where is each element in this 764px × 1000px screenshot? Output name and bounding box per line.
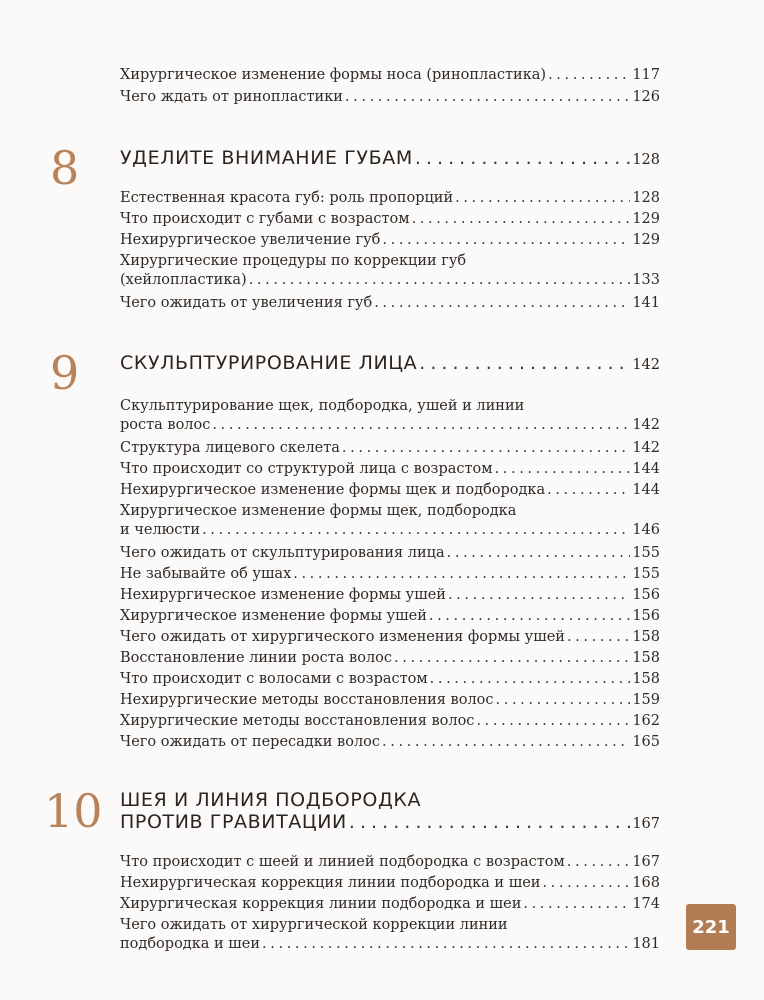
toc-entry: Хирургическое изменение формы щек, подбородка и челюсти . . . 146 bbox=[120, 502, 660, 540]
dot-leader bbox=[548, 66, 630, 85]
chapter-title: ШЕЯ И ЛИНИЯ ПОДБОРОДКА ПРОТИВ ГРАВИТАЦИИ . . . 167 bbox=[120, 789, 660, 835]
toc-entry-page: 126 bbox=[632, 89, 660, 105]
toc-entry: Нехирургическое изменение формы щек и подбородка . . . 144 bbox=[120, 481, 660, 500]
toc-entry: Не забывайте об ушах . . . 155 bbox=[120, 565, 660, 584]
chapter-title: СКУЛЬПТУРИРОВАНИЕ ЛИЦА . . . 142 bbox=[120, 352, 660, 376]
toc-entry: Естественная красота губ: роль пропорций . . . 128 bbox=[120, 189, 660, 208]
toc-entry: Хирургические методы восстановления волос . . . 162 bbox=[120, 712, 660, 731]
toc-entry: Что происходит с губами с возрастом . . . 129 bbox=[120, 210, 660, 229]
toc-entry: Нехирургические методы восстановления волос . . . 159 bbox=[120, 691, 660, 710]
toc-entry: Скульптурирование щек, подбородка, ушей и линии роста волос . . . 142 bbox=[120, 397, 660, 435]
toc-entry: Хирургические процедуры по коррекции губ (хейлопластика) . . . 133 bbox=[120, 252, 660, 290]
dot-leader bbox=[415, 147, 630, 169]
chapter-page: 142 bbox=[632, 357, 660, 373]
chapter-page: 167 bbox=[632, 816, 660, 832]
chapter-number: 8 bbox=[50, 141, 80, 195]
toc-entry: Что происходит со структурой лица с возрастом . . . 144 bbox=[120, 460, 660, 479]
toc-entry: Чего ожидать от увеличения губ . . . 141 bbox=[120, 294, 660, 313]
toc-entry-title: Хирургическое изменение формы носа (ринопластика) bbox=[120, 67, 547, 83]
toc-entry: Чего ожидать от пересадки волос . . . 165 bbox=[120, 733, 660, 752]
toc-entry: Чего ожидать от хирургического изменения формы ушей . . . 158 bbox=[120, 628, 660, 647]
toc-entry: Хирургическая коррекция линии подбородка и шеи . . . 174 bbox=[120, 895, 660, 914]
toc-entry-title: Чего ждать от ринопластики bbox=[120, 89, 343, 105]
toc-entry: Что происходит с волосами с возрастом . . . 158 bbox=[120, 670, 660, 689]
chapter-title: УДЕЛИТЕ ВНИМАНИЕ ГУБАМ . . . 128 bbox=[120, 147, 660, 171]
toc-entry: Чего ожидать от скульптурирования лица . . . 155 bbox=[120, 544, 660, 563]
toc-entry: Восстановление линии роста волос . . . 158 bbox=[120, 649, 660, 668]
toc-entry: Хирургическое изменение формы ушей . . . 156 bbox=[120, 607, 660, 626]
toc-entry: Чего ожидать от хирургической коррекции линии подбородка и шеи . . . 181 bbox=[120, 916, 660, 954]
toc-entry bbox=[120, 66, 660, 85]
toc-entry: Нехирургическое изменение формы ушей . . . 156 bbox=[120, 586, 660, 605]
toc-entry: Структура лицевого скелета . . . 142 bbox=[120, 439, 660, 458]
chapter-number: 9 bbox=[50, 346, 80, 400]
toc-entry-page: 117 bbox=[632, 67, 660, 83]
chapter-number: 10 bbox=[44, 784, 103, 838]
page-number-badge: 221 bbox=[686, 904, 736, 950]
dot-leader bbox=[345, 88, 630, 107]
toc-entry: Что происходит с шеей и линией подбородка с возрастом . . . 167 bbox=[120, 853, 660, 872]
toc-entry bbox=[120, 88, 660, 107]
toc-entry: Нехирургическое увеличение губ . . . 129 bbox=[120, 231, 660, 250]
toc-entry: Нехирургическая коррекция линии подбородка и шеи . . . 168 bbox=[120, 874, 660, 893]
chapter-page: 128 bbox=[632, 152, 660, 168]
